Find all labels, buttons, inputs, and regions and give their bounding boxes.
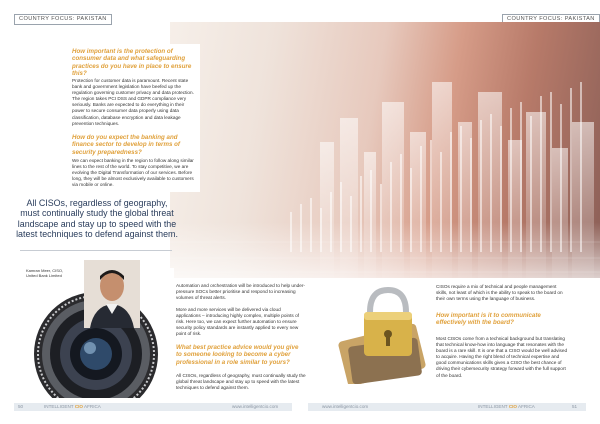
magazine-name-left-c: AFRICA (84, 404, 101, 409)
magazine-name-right-b: CIO (508, 404, 517, 409)
ciso-portrait (84, 260, 140, 328)
answer-paragraph-data-protection: Protection for customer data is paramount. Recent state bank and government legislation have beefed up the regulation governing customer privacy and data protection. The region takes PCI DSS and GDPR compliance very seriously. Banks are expected to do everything in their power to secure consumer data properly using data classification, database encryption and data leakage prevention techniques. (72, 78, 194, 126)
url-right[interactable]: www.intelligentcio.com (322, 404, 369, 409)
question-heading-best-practice: What best practice advice would you give to someone looking to become a cyber professional in a role similar to yours? (176, 344, 299, 366)
answer-paragraph-security-preparedness: We can expect banking in the region to follow along similar lines to the rest of the world. To stay competitive, we are evolving the Digital Transformation of our services. Before long, they will be almost exclusively available to customers via mobile or online. (72, 158, 194, 188)
magazine-name-left (44, 402, 101, 412)
answer-paragraph-best-practice: All CISOs, regardless of geography, must continually study the global threat landscape and stay up to speed with the latest techniques to defend against them. (176, 373, 306, 391)
pull-quote-rule (20, 250, 172, 251)
page-number-left: 50 (18, 404, 24, 409)
caption-name: Kamran Meer, CISO, (26, 268, 64, 273)
caption-organization: United Bank Limited (26, 273, 62, 278)
magazine-name-right (478, 402, 535, 412)
answer-paragraph-board-communication: Most CISOs come from a technical background but translating that technical know-how into language that resonates with the board is a rare skill. It is one that a CISO would be well advised to acquire. Having the right blend of technical expertise and good communications skills gives a CISO the best chance of driving their cybersecurity strategy forward with the full support of the board. (436, 336, 568, 378)
padlock-cards-photo (336, 282, 432, 384)
question-heading-data-protection: How important is the protection of consumer data and what safeguarding practices do you have in place to ensure this? (72, 48, 192, 78)
magazine-name-right-a: INTELLIGENT (478, 404, 508, 409)
magazine-name-right-c: AFRICA (518, 404, 535, 409)
paragraph-ciso-skills: CISOs require a mix of technical and people management skills, not least of which is the ability to speak to the board on their own terms using the language of business. (436, 284, 563, 302)
portrait-caption (26, 268, 63, 278)
magazine-name-left-a: INTELLIGENT (44, 404, 74, 409)
paragraph-automation: Automation and orchestration will be introduced to help under-pressure SOCs better prioritise and respond to increasing volumes of threat alerts. (176, 283, 305, 301)
section-tag-left: COUNTRY FOCUS: PAKISTAN (14, 14, 112, 25)
question-heading-board-communication: How important is it to communicate effectively with the board? (436, 312, 541, 327)
pull-quote: All CISOs, regardless of geography, must continually study the global threat landscape and stay up to speed with the latest techniques to defend against them. (16, 198, 178, 240)
magazine-name-left-b: CIO (74, 404, 83, 409)
url-left[interactable]: www.intelligentcio.com (232, 404, 279, 409)
page-number-right: 51 (572, 404, 578, 409)
paragraph-cloud-applications: More and more services will be delivered via cloud applications – introducing highly complex, multiple points of risk. Here too, we can expect further automation to ensure security policy standards are instantly applied to every new point of risk. (176, 307, 299, 337)
finance-skyline-photo (170, 22, 600, 278)
section-tag-right: COUNTRY FOCUS: PAKISTAN (502, 14, 600, 25)
question-heading-security-preparedness: How do you expect the banking and finance sector to develop in terms of security preparedness? (72, 134, 180, 156)
